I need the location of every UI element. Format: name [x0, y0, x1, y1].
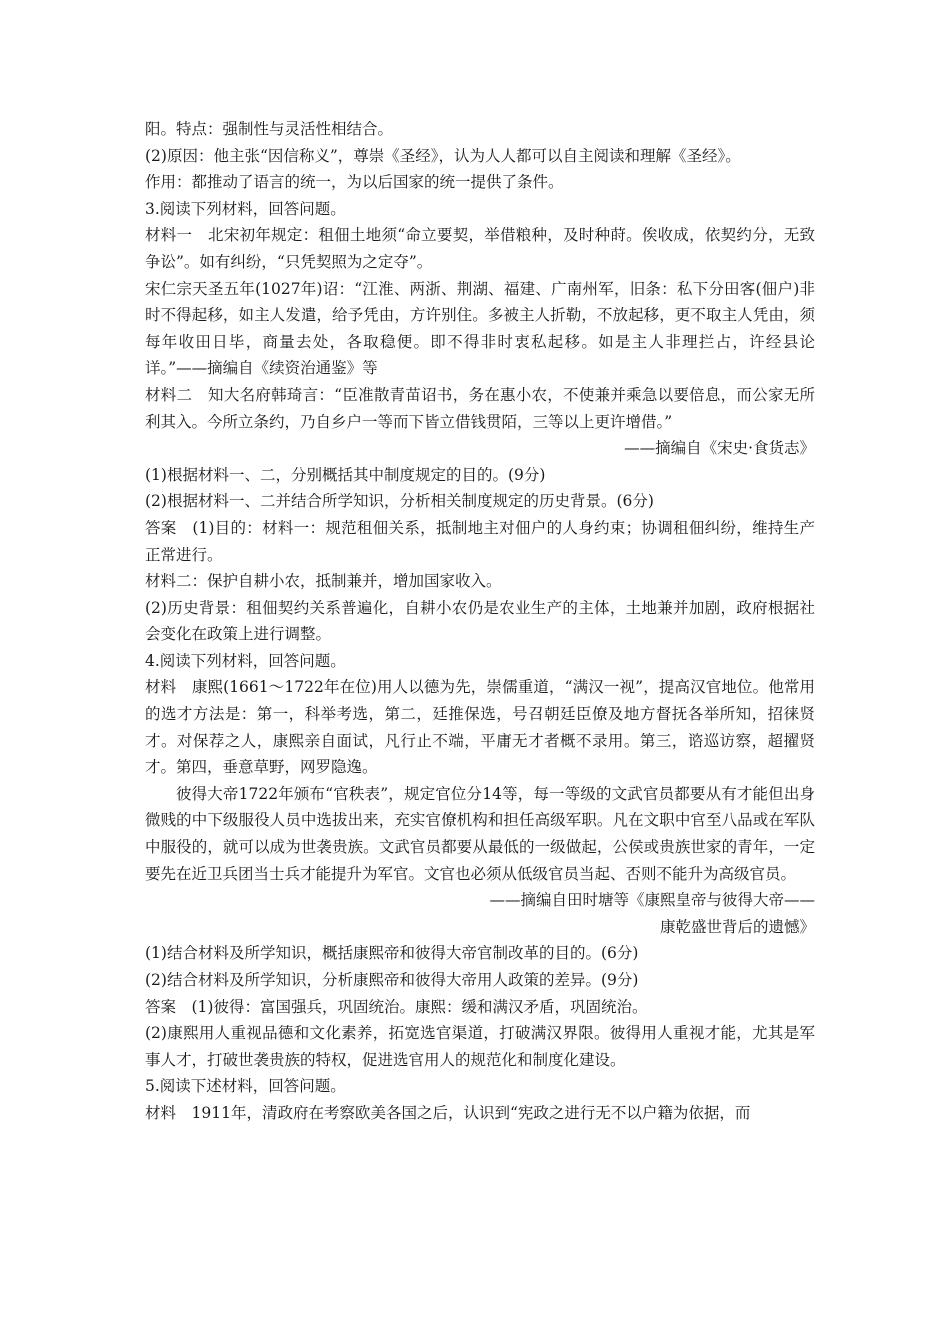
document-page — [145, 116, 815, 1127]
answer-paragraph: 答案 (1)目的：材料一：规范租佃关系，抵制地主对佃户的人身约束；协调租佃纠纷，维持生产正常进行。 — [145, 518, 815, 564]
source-citation: ——摘编自田时塘等《康熙皇帝与彼得大帝—— — [489, 891, 815, 910]
source-citation: 康乾盛世背后的遗憾》 — [659, 917, 815, 936]
question-heading: 4.阅读下列材料，回答问题。 — [145, 651, 346, 670]
answer-paragraph: 材料二：保护自耕小农，抵制兼并，增加国家收入。 — [145, 572, 502, 591]
question-heading: 5.阅读下述材料，回答问题。 — [145, 1077, 346, 1096]
question-heading: 3.阅读下列材料，回答问题。 — [145, 199, 346, 218]
answer-line: 作用：都推动了语言的统一，为以后国家的统一提供了条件。 — [145, 173, 564, 192]
sub-question: (2)结合材料及所学知识，分析康熙帝和彼得大帝用人政策的差异。(9分) — [145, 971, 639, 989]
material-paragraph: 宋仁宗天圣五年(1027年)诏：“江淮、两浙、荆湖、福建、广南州军，旧条：私下分田客(佃户)非时不得起移，如主人发遣，给予凭由，方许别住。多被主人折勒，不放起移，更不取主人凭由，须每年收田日毕，商量去处，各取稳便。即不得非时衷私起移。如是主人非理拦占，许经县论详。”——摘编自《续资治通鉴》等 — [145, 279, 815, 378]
material-paragraph: 彼得大帝1722年颁布“官秩表”，规定官位分14等，每一等级的文武官员都要从有才能但出身微贱的中下级服役人员中选拔出来，充实官僚机构和担任高级军职。凡在文职中官至八品或在军队中服役的，就可以成为世袭贵族。文武官员都要从最低的一级做起，公侯或贵族世家的青年，一定要先在近卫兵团当士兵才能提升为军官。文官也必须从低级官员当起、否则不能升为高级官员。 — [145, 784, 815, 883]
answer-line: 阳。特点：强制性与灵活性相结合。 — [145, 120, 394, 138]
material-paragraph: 材料 1911年，清政府在考察欧美各国之后，认识到“宪政之进行无不以户籍为依据，而 — [145, 1103, 751, 1122]
material-paragraph: 材料一 北宋初年规定：租佃土地须“命立要契，举借粮种，及时种莳。俟收成，依契约分，无致争讼”。如有纠纷，“只凭契照为之定夺”。 — [145, 226, 815, 271]
answer-line: (2)原因：他主张“因信称义”，尊崇《圣经》，认为人人都可以自主阅读和理解《圣经》。 — [145, 146, 741, 165]
material-paragraph: 材料 康熙(1661～1722年在位)用人以德为先，崇儒重道，“满汉一视”，提高汉官地位。他常用的选才方法是：第一，科举考选，第二，廷推保选，号召朝廷臣僚及地方督抚各举所知，招徕贤才。对保荐之人，康熙亲自面试，凡行止不端，平庸无才者概不录用。第三，谘巡访察，超擢贤才。第四，垂意草野，网罗隐逸。 — [145, 678, 815, 777]
material-paragraph: 材料二 知大名府韩琦言：“臣准散青苗诏书，务在惠小农，不使兼并乘急以要倍息，而公家无所利其入。今所立条约，乃自乡户一等而下皆立借钱贯陌，三等以上更许增借。” — [145, 385, 815, 431]
answer-paragraph: (2)康熙用人重视品德和文化素养，拓宽选官渠道，打破满汉界限。彼得用人重视才能，尤其是军事人才，打破世袭贵族的特权，促进选官用人的规范化和制度化建设。 — [145, 1024, 815, 1069]
sub-question: (1)结合材料及所学知识，概括康熙帝和彼得大帝官制改革的目的。(6分) — [145, 944, 639, 963]
sub-question: (2)根据材料一、二并结合所学知识，分析相关制度规定的历史背景。(6分) — [145, 492, 654, 511]
source-citation: ——摘编自《宋史·食货志》 — [624, 439, 815, 458]
sub-question: (1)根据材料一、二，分别概括其中制度规定的目的。(9分) — [145, 465, 546, 484]
answer-paragraph: 答案 (1)彼得：富国强兵，巩固统治。康熙：缓和满汉矛盾，巩固统治。 — [145, 997, 648, 1016]
answer-paragraph: (2)历史背景：租佃契约关系普遍化，自耕小农仍是农业生产的主体，土地兼并加剧，政府根据社会变化在政策上进行调整。 — [145, 598, 815, 644]
